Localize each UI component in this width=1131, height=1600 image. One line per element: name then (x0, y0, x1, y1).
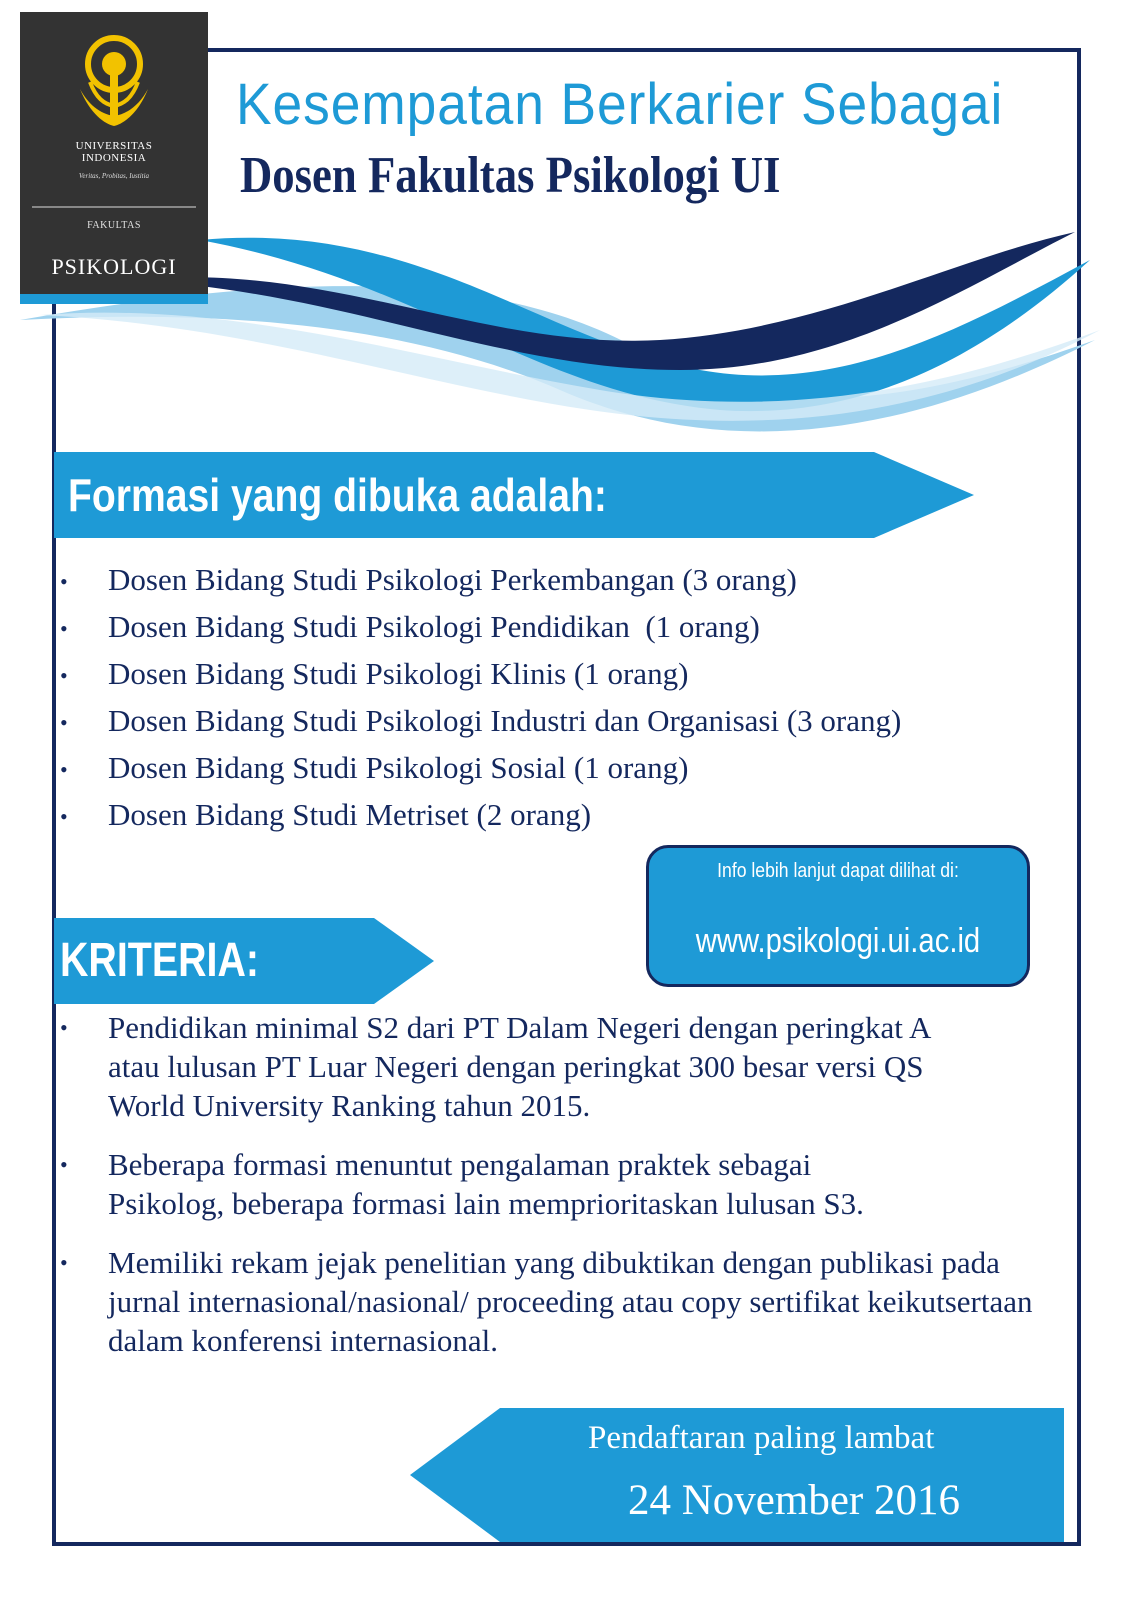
list-item (58, 1008, 938, 1125)
registration-label: Pendaftaran paling lambat (588, 1420, 935, 1456)
university-name (20, 140, 208, 164)
formasi-list (58, 556, 901, 838)
university-name-line1: UNIVERSITAS (75, 140, 153, 152)
bullet-icon: • (60, 1152, 68, 1177)
formasi-item-text: Dosen Bidang Studi Psikologi Perkembangan (3 orang) (108, 562, 797, 597)
university-motto: Veritas, Probitas, Iustitia (78, 172, 150, 180)
list-item (58, 744, 901, 791)
logo-divider (32, 206, 196, 208)
info-label: Info lebih lanjut dapat dilihat di: (717, 860, 959, 882)
title-line2: Dosen Fakultas Psikologi UI (240, 147, 781, 204)
registration-deadline: 24 November 2016 (628, 1477, 960, 1524)
list-item (58, 1145, 868, 1223)
kriteria-heading: KRITERIA: (60, 934, 259, 987)
info-box (646, 845, 1030, 987)
bullet-icon: • (60, 663, 68, 688)
title-line1: Kesempatan Berkarier Sebagai (236, 72, 1004, 137)
bullet-icon: • (60, 1250, 68, 1275)
formasi-heading: Formasi yang dibuka adalah: (68, 469, 607, 521)
faculty-name: PSIKOLOGI (51, 254, 177, 279)
bullet-icon: • (60, 757, 68, 782)
list-item (58, 603, 901, 650)
bullet-icon: • (60, 804, 68, 829)
formasi-item-text: Dosen Bidang Studi Psikologi Industri dan Organisasi (3 orang) (108, 703, 902, 738)
bullet-icon: • (60, 616, 68, 641)
list-item (58, 697, 901, 744)
formasi-item-text: Dosen Bidang Studi Metriset (2 orang) (108, 797, 592, 832)
bullet-icon: • (60, 1015, 68, 1040)
formasi-item-text: Dosen Bidang Studi Psikologi Klinis (1 orang) (108, 656, 689, 691)
formasi-item-text: Dosen Bidang Studi Psikologi Pendidikan (1 orang) (108, 609, 760, 644)
bullet-icon: • (60, 569, 68, 594)
list-item (58, 556, 901, 603)
makara-emblem-icon (70, 34, 158, 134)
university-logo (20, 12, 208, 304)
kriteria-item-text: Pendidikan minimal S2 dari PT Dalam Negeri dengan peringkat A atau lulusan PT Luar Negeri dengan peringkat 300 besar versi QS World University Ranking tahun 2015. (108, 1010, 930, 1123)
website-link[interactable]: www.psikologi.ui.ac.id (695, 922, 981, 960)
kriteria-item-text: Memiliki rekam jejak penelitian yang dibuktikan dengan publikasi pada jurnal internasional/nasional/ proceeding atau copy sertifikat keikutsertaan dalam konferensi internasional. (108, 1245, 1033, 1358)
formasi-item-text: Dosen Bidang Studi Psikologi Sosial (1 orang) (108, 750, 689, 785)
list-item (58, 650, 901, 697)
university-name-line2: INDONESIA (81, 152, 147, 164)
logo-accent-bar (20, 294, 208, 304)
kriteria-list (58, 1008, 1058, 1380)
bullet-icon: • (60, 710, 68, 735)
kriteria-item-text: Beberapa formasi menuntut pengalaman praktek sebagai Psikolog, beberapa formasi lain memprioritaskan lulusan S3. (108, 1147, 864, 1221)
list-item (58, 1243, 1058, 1360)
faculty-label: FAKULTAS (87, 220, 141, 231)
list-item (58, 791, 901, 838)
